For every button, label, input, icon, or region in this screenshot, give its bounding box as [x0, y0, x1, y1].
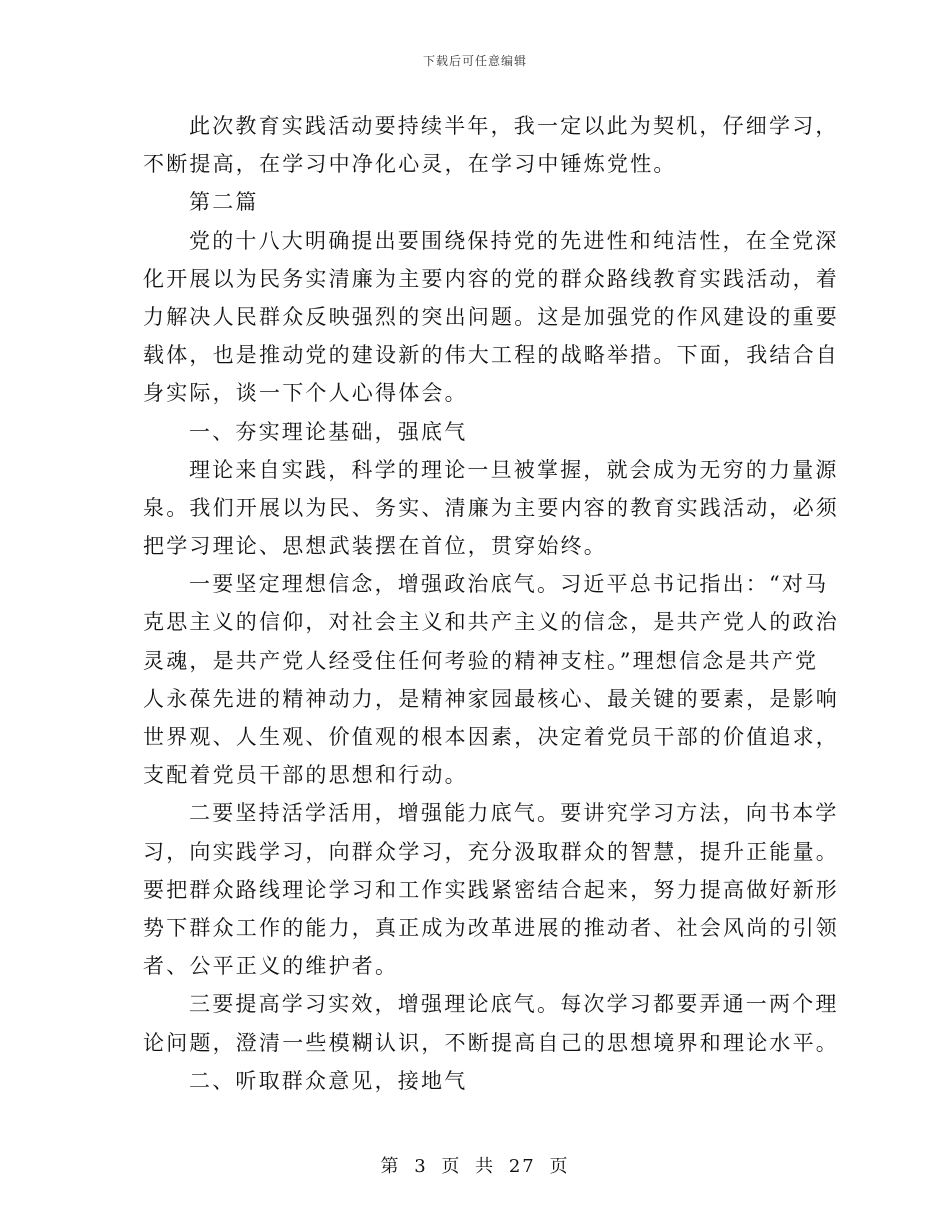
- page-header-note: 下载后可任意编辑: [422, 54, 527, 68]
- text-line: 论问题，澄清一些模糊认识，不断提高自己的思想境界和理论水平。: [143, 1030, 839, 1055]
- text-line: 把学习理论、思想武装摆在首位，贯穿始终。: [143, 534, 607, 559]
- text-line: 三要提高学习实效，增强理论底气。每次学习都要弄通一两个理: [189, 992, 839, 1017]
- text-line: 一、夯实理论基础，强底气: [189, 419, 468, 444]
- text-line: 化开展以为民务实清廉为主要内容的党的群众路线教育实践活动，着: [143, 266, 839, 291]
- text-line: 第二篇: [189, 190, 259, 215]
- text-line: 习，向实践学习，向群众学习，充分汲取群众的智慧，提升正能量。: [143, 839, 839, 864]
- text-line: 支配着党员干部的思想和行动。: [143, 763, 468, 788]
- text-line: 此次教育实践活动要持续半年，我一定以此为契机，仔细学习，: [189, 114, 839, 138]
- text-line: 二要坚持活学活用，增强能力底气。要讲究学习方法，向书本学: [189, 801, 839, 826]
- text-line: 世界观、人生观、价值观的根本因素，决定着党员干部的价值追求，: [143, 725, 839, 749]
- text-line: 身实际，谈一下个人心得体会。: [143, 381, 468, 406]
- text-line: 要把群众路线理论学习和工作实践紧密结合起来，努力提高做好新形: [143, 877, 839, 902]
- text-line: 者、公平正义的维护者。: [143, 954, 399, 979]
- text-line: 人永葆先进的精神动力，是精神家园最核心、最关键的要素，是影响: [143, 686, 839, 711]
- text-line: 二、听取群众意见，接地气: [189, 1068, 468, 1093]
- text-line: 一要坚定理想信念，增强政治底气。习近平总书记指出：“对马: [189, 572, 829, 597]
- document-body: [143, 107, 839, 1100]
- text-line: 势下群众工作的能力，真正成为改革进展的推动者、社会风尚的引领: [143, 915, 839, 940]
- text-line: 灵魂，是共产党人经受住任何考验的精神支柱。”理想信念是共产党: [143, 648, 819, 673]
- page-number: 第 3 页 共 27 页: [380, 1156, 570, 1177]
- text-line: 理论来自实践，科学的理论一旦被掌握，就会成为无穷的力量源: [189, 457, 839, 482]
- text-line: 泉。我们开展以为民、务实、清廉为主要内容的教育实践活动，必须: [143, 495, 839, 520]
- text-line: 力解决人民群众反映强烈的突出问题。这是加强党的作风建设的重要: [143, 304, 839, 329]
- text-line: 不断提高，在学习中净化心灵，在学习中锤炼党性。: [143, 152, 677, 177]
- text-line: 党的十八大明确提出要围绕保持党的先进性和纯洁性，在全党深: [189, 228, 839, 253]
- text-line: 克思主义的信仰，对社会主义和共产主义的信念，是共产党人的政治: [143, 610, 839, 635]
- text-line: 载体，也是推动党的建设新的伟大工程的战略举措。下面，我结合自: [143, 343, 839, 368]
